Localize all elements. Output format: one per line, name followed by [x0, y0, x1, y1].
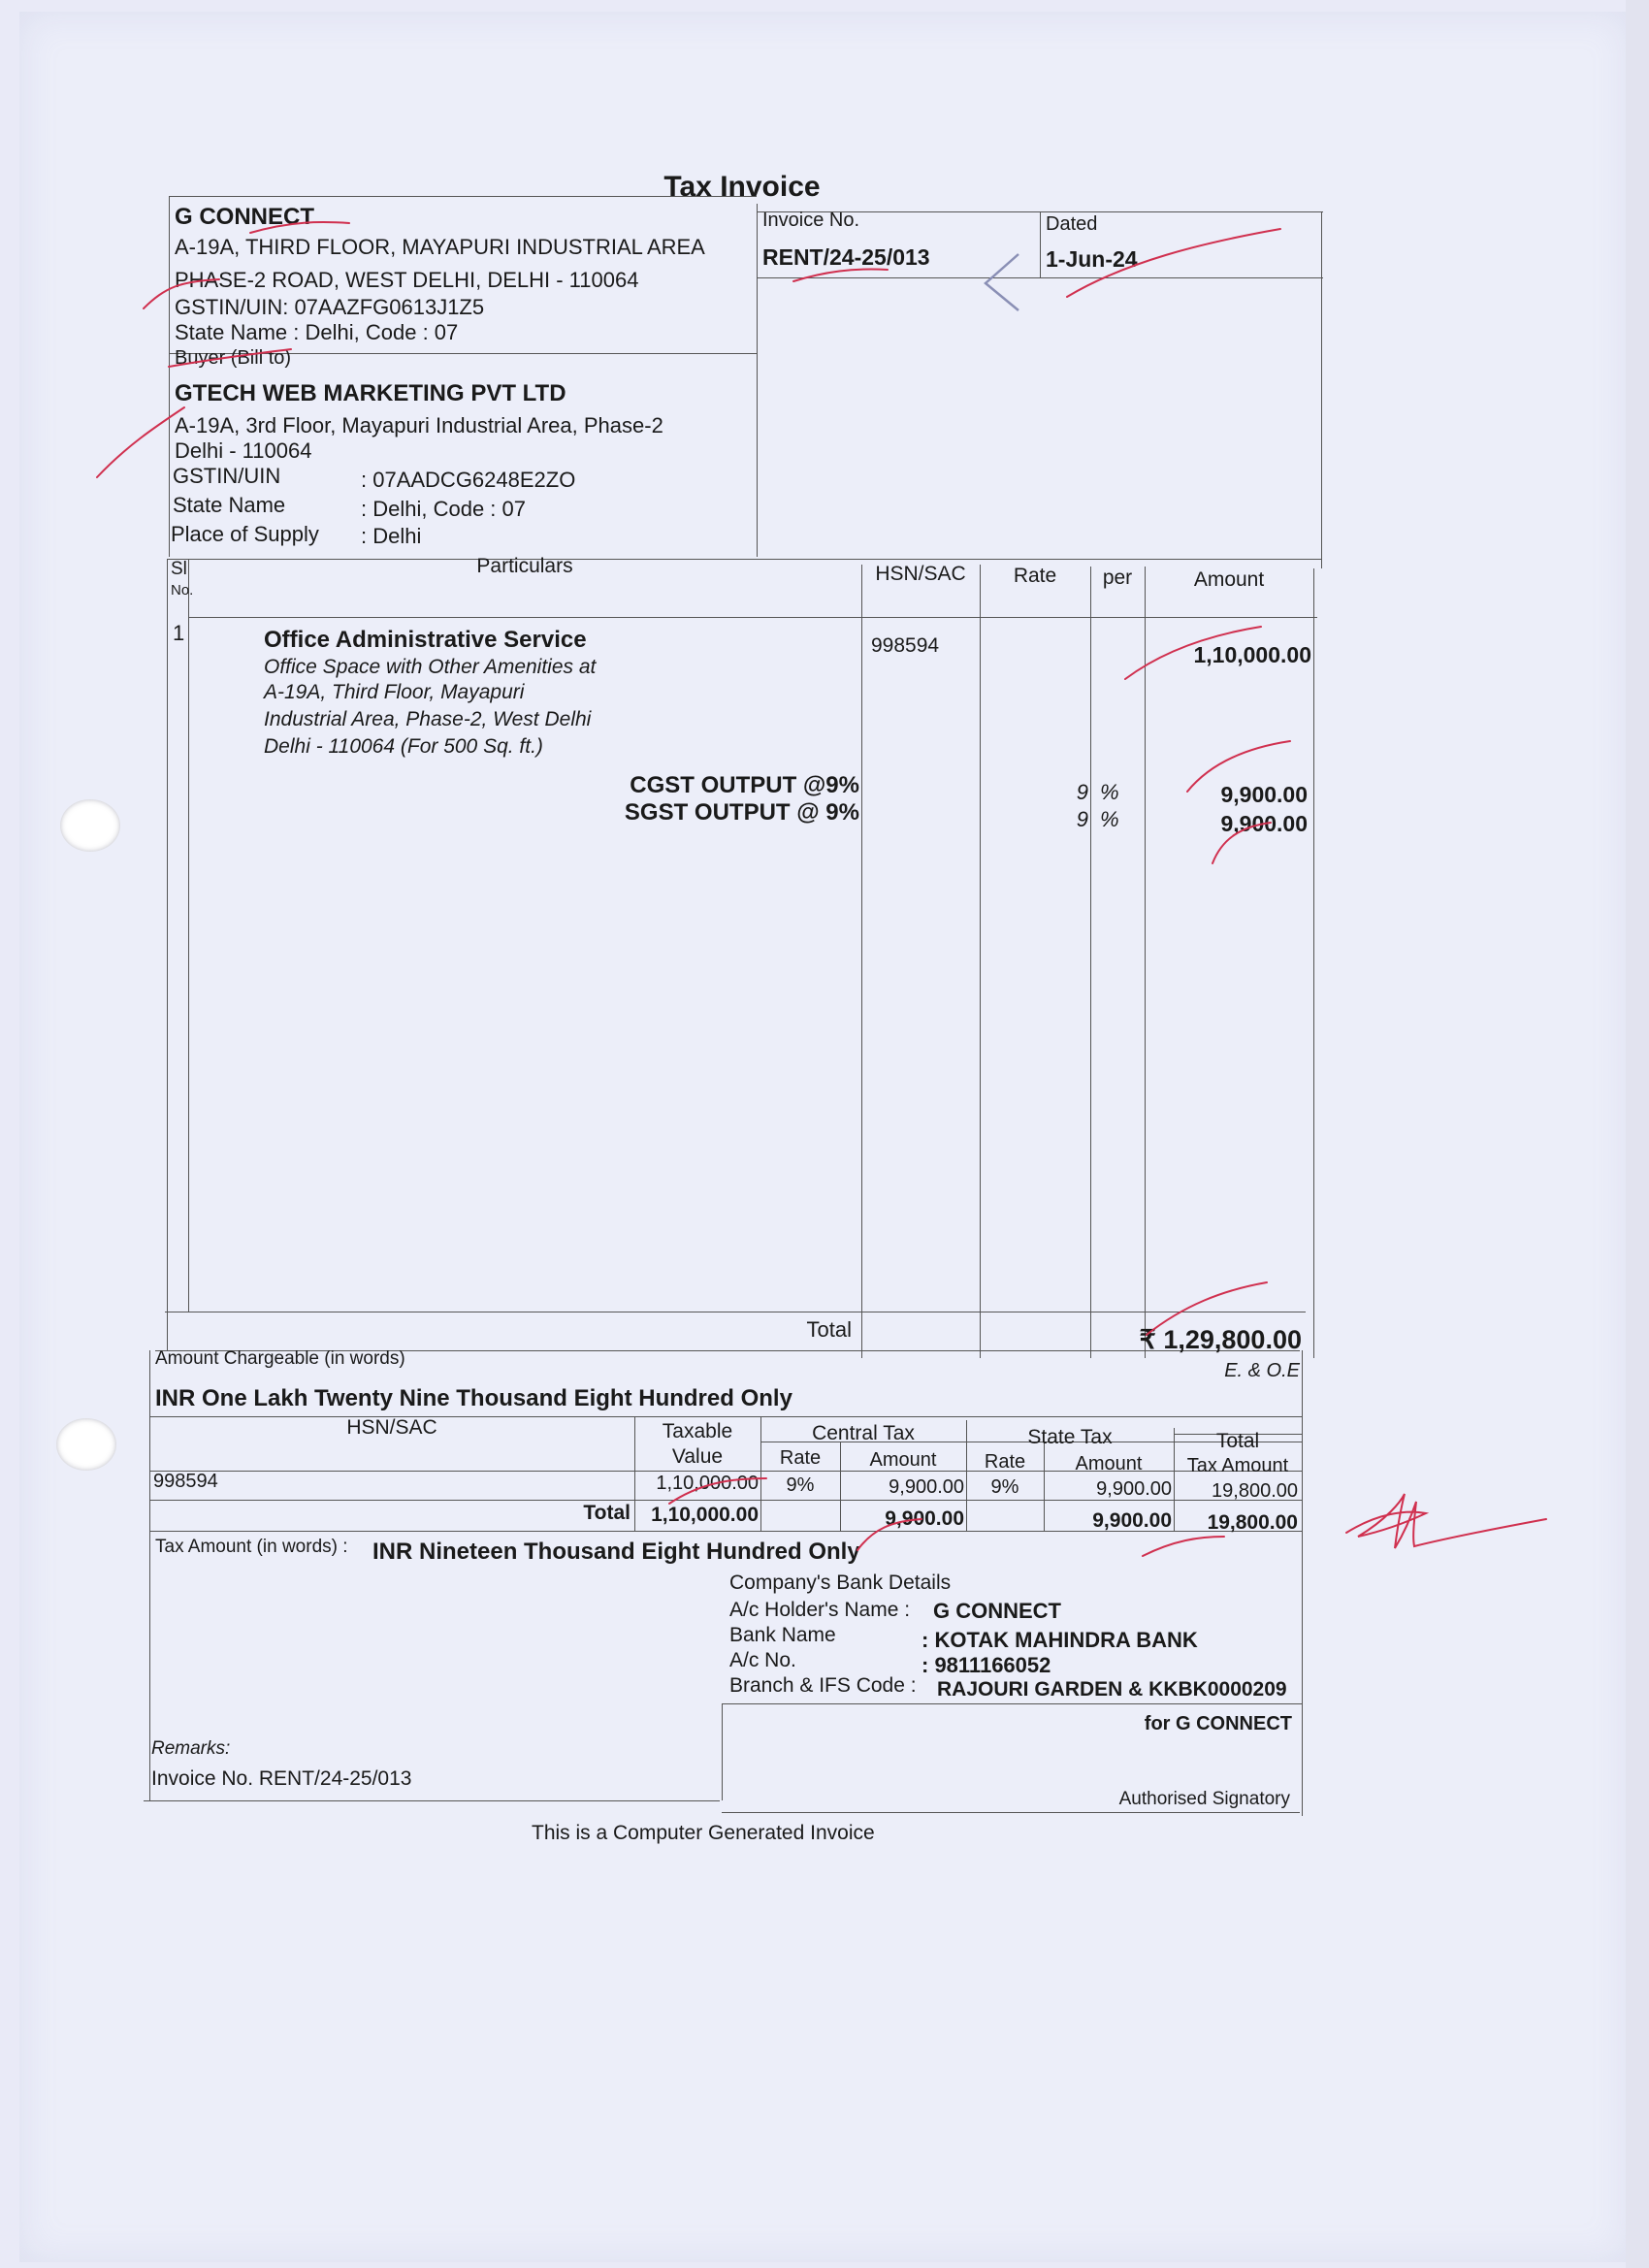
item-sl: 1	[173, 621, 185, 645]
punch-hole	[60, 799, 120, 852]
grid-line	[722, 1703, 723, 1800]
sum-row-s-rate: 9%	[990, 1476, 1019, 1498]
sum-col-state-amount: Amount	[1075, 1453, 1143, 1474]
seller-gstin: GSTIN/UIN: 07AAZFG0613J1Z5	[175, 295, 485, 319]
col-hsn: HSN/SAC	[875, 563, 966, 585]
sum-total-label: Total	[583, 1502, 630, 1524]
tax-rate-sgst: 9	[1076, 807, 1088, 831]
buyer-gstin-label: GSTIN/UIN	[173, 464, 281, 488]
buyer-address-2: Delhi - 110064	[175, 438, 312, 463]
sum-total-s-amt: 9,900.00	[1092, 1509, 1172, 1532]
amount-words-value: INR One Lakh Twenty Nine Thousand Eight Hundred Only	[155, 1385, 792, 1411]
tax-words-value: INR Nineteen Thousand Eight Hundred Only	[372, 1539, 860, 1565]
seller-address-2: PHASE-2 ROAD, WEST DELHI, DELHI - 110064	[175, 268, 639, 292]
bank-name-label: Bank Name	[729, 1624, 836, 1646]
sum-col-hsn: HSN/SAC	[346, 1416, 437, 1439]
grid-line	[188, 617, 1317, 618]
sum-row-hsn: 998594	[153, 1471, 218, 1492]
sum-col-central: Central Tax	[812, 1422, 915, 1444]
amount-words-label: Amount Chargeable (in words)	[155, 1348, 405, 1369]
item-hsn: 998594	[871, 634, 940, 657]
authorised-signatory: Authorised Signatory	[1118, 1789, 1290, 1809]
sum-col-total: Total	[1215, 1430, 1260, 1452]
sum-row-c-rate: 9%	[786, 1474, 815, 1496]
dated-label: Dated	[1046, 213, 1098, 235]
grid-line	[169, 196, 170, 557]
sum-col-taxable: Taxable	[662, 1420, 733, 1442]
col-sl-no: No.	[171, 582, 194, 599]
sum-col-central-rate: Rate	[779, 1447, 822, 1469]
grid-line	[861, 565, 862, 1358]
remarks-value: Invoice No. RENT/24-25/013	[151, 1767, 412, 1790]
sum-col-central-amount: Amount	[869, 1449, 937, 1471]
tax-rate-cgst: 9	[1076, 780, 1088, 804]
grid-line	[757, 204, 758, 557]
total-label: Total	[806, 1317, 852, 1342]
eoe-note: E. & O.E	[1224, 1360, 1300, 1381]
grid-line	[188, 559, 189, 1312]
grid-line	[1302, 1350, 1303, 1816]
place-of-supply-value: : Delhi	[361, 524, 422, 548]
sum-row-taxable: 1,10,000.00	[656, 1473, 759, 1494]
grid-line	[1090, 567, 1091, 1358]
item-description: Industrial Area, Phase-2, West Delhi	[264, 708, 592, 730]
bank-name-value: : KOTAK MAHINDRA BANK	[922, 1628, 1198, 1652]
bank-holder-label: A/c Holder's Name :	[729, 1599, 911, 1621]
tax-amount-cgst: 9,900.00	[1220, 782, 1308, 807]
invoice-no-value: RENT/24-25/013	[762, 244, 930, 270]
punch-hole	[56, 1418, 116, 1471]
document-title: Tax Invoice	[663, 171, 821, 203]
grid-line	[144, 1800, 720, 1801]
sum-row-total: 19,800.00	[1212, 1480, 1298, 1502]
item-description: A-19A, Third Floor, Mayapuri	[264, 681, 525, 703]
tax-per-sgst: %	[1100, 807, 1119, 831]
grid-line	[1040, 211, 1041, 277]
paper-edge	[1626, 0, 1649, 2268]
bank-branch-value: RAJOURI GARDEN & KKBK0000209	[937, 1678, 1287, 1701]
sum-col-taxable: Value	[671, 1445, 724, 1468]
bank-acc-label: A/c No.	[729, 1649, 796, 1671]
sum-total-c-amt: 9,900.00	[885, 1507, 964, 1530]
buyer-gstin-value: : 07AADCG6248E2ZO	[361, 468, 576, 492]
col-rate: Rate	[1013, 565, 1057, 587]
sum-row-s-amt: 9,900.00	[1096, 1478, 1172, 1500]
total-amount: ₹ 1,29,800.00	[1139, 1325, 1302, 1354]
grid-line	[169, 196, 757, 197]
grid-line	[167, 559, 168, 1350]
col-sl: Sl	[171, 559, 187, 579]
tax-words-label: Tax Amount (in words) :	[155, 1537, 348, 1557]
tax-label-cgst: CGST OUTPUT @9%	[630, 772, 859, 798]
sum-col-state-rate: Rate	[984, 1451, 1026, 1473]
grid-line	[722, 1703, 1302, 1704]
seller-name: G CONNECT	[175, 204, 314, 230]
for-company: for G CONNECT	[1144, 1713, 1292, 1734]
buyer-address-1: A-19A, 3rd Floor, Mayapuri Industrial Area, Phase-2	[175, 413, 663, 437]
sum-total-taxable: 1,10,000.00	[651, 1504, 759, 1526]
buyer-name: GTECH WEB MARKETING PVT LTD	[175, 380, 566, 406]
bank-heading: Company's Bank Details	[729, 1571, 952, 1594]
sum-col-total: Tax Amount	[1186, 1455, 1289, 1476]
col-per: per	[1102, 567, 1133, 589]
dated-value: 1-Jun-24	[1046, 246, 1138, 272]
item-amount: 1,10,000.00	[1193, 642, 1311, 667]
grid-line	[980, 565, 981, 1358]
place-of-supply-label: Place of Supply	[171, 522, 319, 546]
col-amount: Amount	[1193, 568, 1265, 591]
item-description: Office Space with Other Amenities at	[264, 656, 597, 678]
tax-per-cgst: %	[1100, 780, 1119, 804]
sum-col-state: State Tax	[1027, 1426, 1113, 1448]
grid-line	[1313, 568, 1314, 1358]
buyer-heading: Buyer (Bill to)	[175, 347, 292, 369]
seller-state: State Name : Delhi, Code : 07	[175, 320, 459, 344]
invoice-no-label: Invoice No.	[762, 210, 860, 231]
bank-acc-value: : 9811166052	[922, 1653, 1051, 1677]
bank-branch-label: Branch & IFS Code :	[729, 1674, 917, 1697]
tax-label-sgst: SGST OUTPUT @ 9%	[624, 799, 859, 826]
col-particulars: Particulars	[476, 555, 573, 577]
remarks-label: Remarks:	[151, 1738, 231, 1759]
footer-note: This is a Computer Generated Invoice	[532, 1822, 875, 1844]
item-name: Office Administrative Service	[264, 627, 587, 653]
grid-line	[1321, 211, 1322, 568]
tax-amount-sgst: 9,900.00	[1220, 811, 1308, 836]
bank-holder-value: G CONNECT	[933, 1599, 1061, 1623]
sum-total-total: 19,800.00	[1207, 1511, 1298, 1534]
item-description: Delhi - 110064 (For 500 Sq. ft.)	[264, 735, 543, 758]
seller-address-1: A-19A, THIRD FLOOR, MAYAPURI INDUSTRIAL AREA	[175, 235, 705, 259]
buyer-state-value: : Delhi, Code : 07	[361, 497, 526, 521]
buyer-state-label: State Name	[173, 493, 286, 517]
grid-line	[722, 1812, 1300, 1813]
grid-line	[757, 277, 1323, 278]
sum-row-c-amt: 9,900.00	[889, 1476, 964, 1498]
grid-line	[1145, 567, 1146, 1358]
